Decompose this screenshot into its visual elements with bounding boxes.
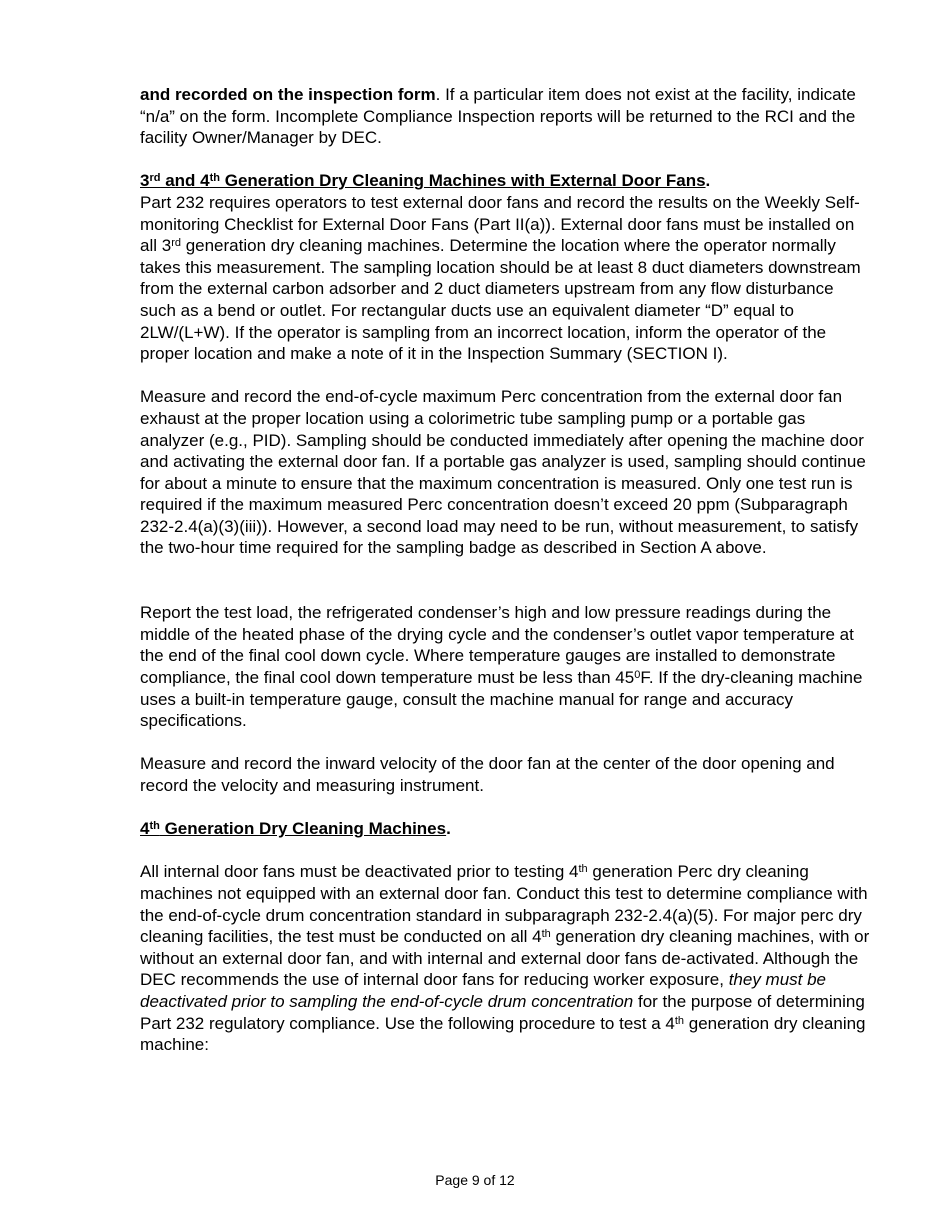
spacer bbox=[140, 559, 870, 602]
external-paragraph-1: Part 232 requires operators to test external door fans and record the results on the Weekly Self-monitoring Checklist for External Door Fans (Part II(a)). External door fans must be installed on all 3rd generation dry cleaning machines. Determine the location where the operator normally takes this measurement. The sampling location should be at least 8 duct diameters downstream from the external carbon adsorber and 2 duct diameters upstream from any flow disturbance such as a bend or outlet. For rectangular ducts use an equivalent diameter “D” equal to 2LW/(L+W). If the operator is sampling from an incorrect location, inform the operator of the proper location and make a note of it in the Inspection Summary (SECTION I). bbox=[140, 192, 861, 364]
intro-text: . If a particular item does not exist at the facility, indicate “n/a” on the form. Incomplete Compliance Inspection reports will be returned to the RCI and the facility Owner/Manager by DEC. bbox=[140, 85, 856, 148]
document-page bbox=[140, 84, 870, 1056]
spacer bbox=[140, 797, 870, 819]
external-paragraph-4: Measure and record the inward velocity of the door fan at the center of the door opening and record the velocity and measuring instrument. bbox=[140, 754, 835, 795]
external-paragraph-2: Measure and record the end-of-cycle maximum Perc concentration from the external door fan exhaust at the proper location using a colorimetric tube sampling pump or a portable gas analyzer (e.g., PID). Sampling should be conducted immediately after opening the machine door and activating the external door fan. If a portable gas analyzer is used, sampling should continue for about a minute to ensure that the maximum concentration is measured. Only one test run is required if the maximum measured Perc concentration doesn’t exceed 20 ppm (Subparagraph 232-2.4(a)(3)(iii)). However, a second load may need to be run, without measurement, to satisfy the two-hour time required for the sampling badge as described in Section A above. bbox=[140, 387, 866, 558]
page-number: Page 9 of 12 bbox=[435, 1172, 515, 1188]
section-heading-external-door-fans: 3rd and 4th Generation Dry Cleaning Machines with External Door Fans. bbox=[140, 171, 711, 191]
external-paragraph-3: Report the test load, the refrigerated condenser’s high and low pressure readings during the middle of the heated phase of the drying cycle and the condenser’s outlet vapor temperature at the end of the final cool down cycle. Where temperature gauges are installed to demonstrate compliance, the final cool down temperature must be less than $45^0F$. If the dry-cleaning machine uses a built-in temperature gauge, consult the machine manual for range and accuracy specifications. bbox=[140, 603, 863, 731]
spacer bbox=[140, 732, 870, 754]
intro-paragraph bbox=[140, 84, 870, 149]
heading-text: 3rd and 4th Generation Dry Cleaning Machines with External Door Fans bbox=[140, 171, 706, 191]
section-heading-4th-generation: 4th Generation Dry Cleaning Machines. bbox=[140, 819, 451, 839]
spacer bbox=[140, 149, 870, 171]
spacer bbox=[140, 840, 870, 862]
intro-bold-lead: and recorded on the inspection form bbox=[140, 85, 436, 104]
4th-generation-paragraph-1: All internal door fans must be deactivated prior to testing 4th generation Perc dry cleaning machines not equipped with an external door fan. Conduct this test to determine compliance with the end-of-cycle drum concentration standard in subparagraph 232-2.4(a)(5). For major perc dry cleaning facilities, the test must be conducted on all 4th generation dry cleaning machines, with or without an external door fan, and with internal and external door fans de-activated. Although the DEC recommends the use of internal door fans for reducing worker exposure, they must be deactivated prior to sampling the end-of-cycle drum concentration for the purpose of determining Part 232 regulatory compliance. Use the following procedure to test a 4th generation dry cleaning machine: bbox=[140, 862, 870, 1055]
spacer bbox=[140, 365, 870, 387]
heading-text: 4th Generation Dry Cleaning Machines bbox=[140, 819, 447, 839]
